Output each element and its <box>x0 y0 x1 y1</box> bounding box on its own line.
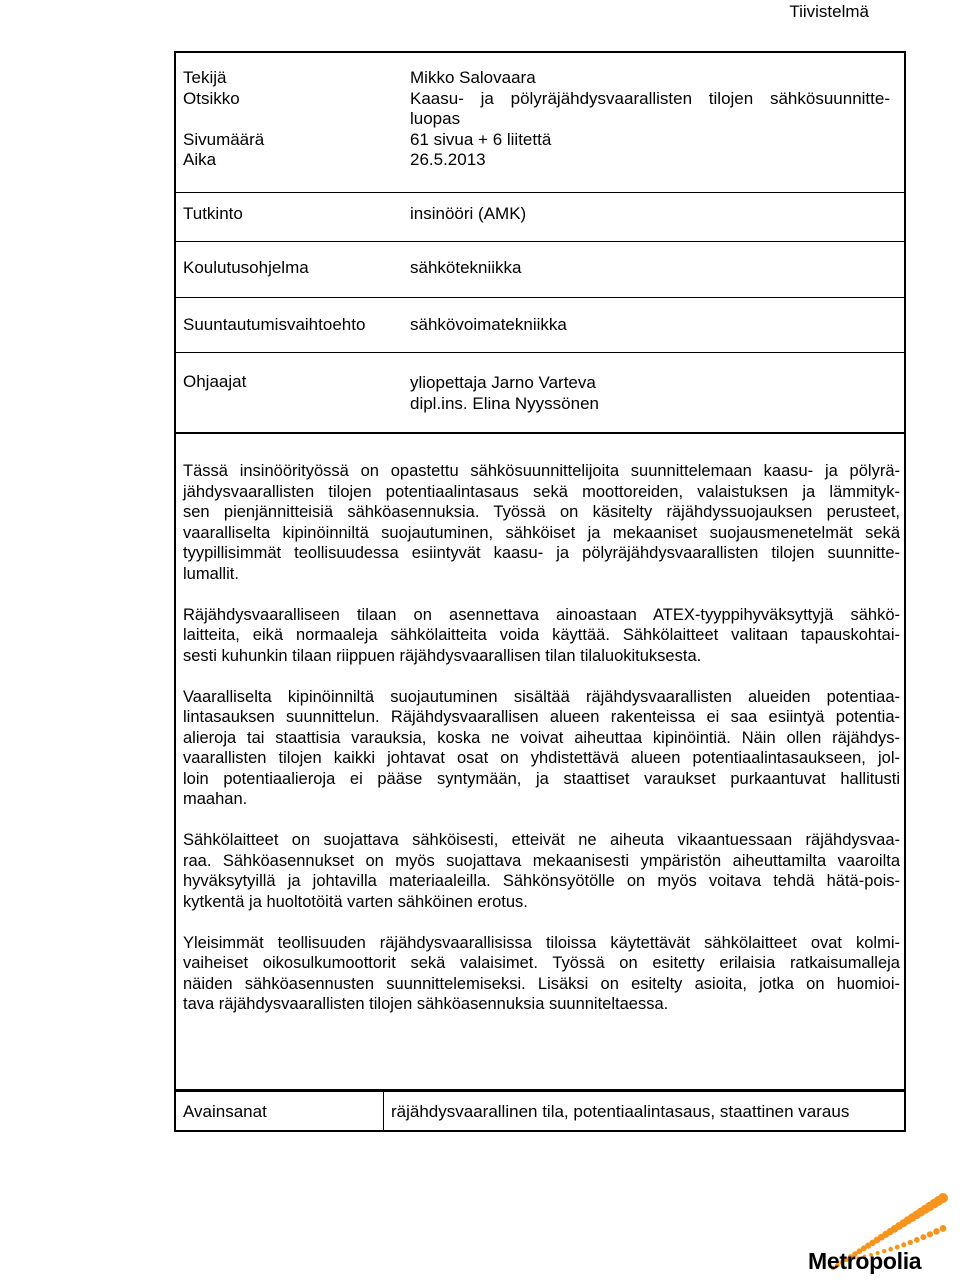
author-label: Tekijä <box>183 68 227 87</box>
abstract-paragraph-4: Sähkölaitteet on suojattava sähköisesti, etteivät ne aiheuta vikaantuessaan räjähdysvaa- raa. Sähköasennukset on myös suojattava mekaanisesti ympäristön aiheuttamilta vaaroilta hyväksytyillä ja johtavilla materiaaleilla. Sähkönsyötölle on myös voitava tehdä hätä-pois- kytkentä ja huoltotöitä varten sähköinen erotus. <box>183 831 900 911</box>
logo-dot <box>927 1231 933 1237</box>
specialisation-label: Suuntautumisvaihtoehto <box>183 315 366 334</box>
abstract-paragraph-5: Yleisimmät teollisuuden räjähdysvaarallisissa tiloissa käytettävät sähkölaitteet ovat kolmi- vaiheiset oikosulkumoottorit sekä valaisimet. Työssä on esitetty erilaisia ratkaisumalleja näiden sähköasennusten suunnittelemiseksi. Lisäksi on esitelty asioita, jotka on huomioi- tava räjähdysvaarallisten tilojen sähköasennuksia suunniteltaessa. <box>183 933 900 1013</box>
keywords-divider <box>383 1092 384 1130</box>
info-row-specialisation <box>176 298 904 353</box>
logo-dot <box>940 1225 947 1232</box>
instructors-label: Ohjaajat <box>183 372 247 391</box>
title-value-line2: luopas <box>410 109 461 128</box>
instructor-2: dipl.ins. Elina Nyyssönen <box>410 393 599 413</box>
keywords-table <box>174 1090 906 1132</box>
pages-label: Sivumäärä <box>183 129 265 149</box>
abstract-paragraph-3: Vaaralliselta kipinöinniltä suojautuminen sisältää räjähdysvaarallisten alueiden potentiaa- lintasauksen suunnittelun. Räjähdysvaarallisen alueen rakenteissa ei saa esiintyä potentia- alieroja tai staattisia varauksia, koska ne voivat aiheuttaa kipinöintiä. Näin ollen räjähdys- vaarallisten tilojen kaikki johtavat osat on yhdistettävä alueen potentiaalintasaukseen, jol- loin potentiaalieroja ei pääse syntymään, ja staattiset varaukset purkaantuvat hallitusti maahan. <box>183 687 900 808</box>
thesis-info-table <box>174 51 906 434</box>
abstract-paragraph-2: Räjähdysvaaralliseen tilaan on asennettava ainoastaan ATEX-tyyppihyväksyttyjä sähkö- laitteita, eikä normaaleja sähkölaitteita voida käyttää. Sähkölaitteet valitaan tapauskohtai- sesti kuhunkin tilaan riippuen räjähdysvaarallisen tilan tilaluokituksesta. <box>183 605 900 665</box>
date-value: 26.5.2013 <box>410 150 486 169</box>
specialisation-value: sähkövoimatekniikka <box>410 315 567 334</box>
abstract-paragraph-1: Tässä insinöörityössä on opastettu sähkösuunnittelijoita suunnittelemaan kaasu- ja pölyrä- jähdysvaarallisten tilojen potentiaalintasaus sekä moottoreiden, valaistuksen ja lämmityk- sen pienjännitteisiä sähköasennuksia. Työssä on käsitelty räjähdyssuojauksen perusteet, vaaralliselta kipinöinniltä suojautuminen, sähköiset ja mekaaniset suojausmenetelmät sekä tyypillisimmät teollisuudessa esiintyvät kaasu- ja pölyräjähdysvaarallisten tilojen suunnitte- lumallit. <box>183 462 900 583</box>
metropolia-logo-text: Metropolia <box>808 1248 922 1274</box>
info-row-degree <box>176 192 904 242</box>
logo-dot <box>933 1228 940 1235</box>
info-row-programme <box>176 242 904 298</box>
instructor-1: yliopettaja Jarno Varteva <box>410 373 596 392</box>
title-value-line1: Kaasu- ja pölyräjähdysvaarallisten tilojen sähkösuunnitte- <box>410 88 890 108</box>
programme-value: sähkötekniikka <box>410 258 522 277</box>
page-header-title: Tiivistelmä <box>789 2 869 21</box>
info-row-instructors <box>176 353 904 434</box>
date-label: Aika <box>183 150 217 169</box>
metropolia-logo <box>798 1190 960 1279</box>
title-label: Otsikko <box>183 88 240 108</box>
pages-value: 61 sivua + 6 liitettä <box>410 129 552 149</box>
keywords-label: Avainsanat <box>183 1102 267 1121</box>
logo-dot <box>920 1234 926 1240</box>
author-value: Mikko Salovaara <box>410 68 536 87</box>
abstract-box <box>174 433 906 1091</box>
programme-label: Koulutusohjelma <box>183 258 309 277</box>
info-row-author-title <box>176 53 904 193</box>
abstract-text <box>183 461 900 1035</box>
logo-dot <box>908 1240 913 1245</box>
keywords-value: räjähdysvaarallinen tila, potentiaalintasaus, staattinen varaus <box>391 1102 850 1121</box>
degree-label: Tutkinto <box>183 204 243 223</box>
logo-dot <box>938 1193 948 1203</box>
logo-dot <box>914 1237 920 1243</box>
degree-value: insinööri (AMK) <box>410 204 527 223</box>
logo-dot <box>901 1242 906 1247</box>
